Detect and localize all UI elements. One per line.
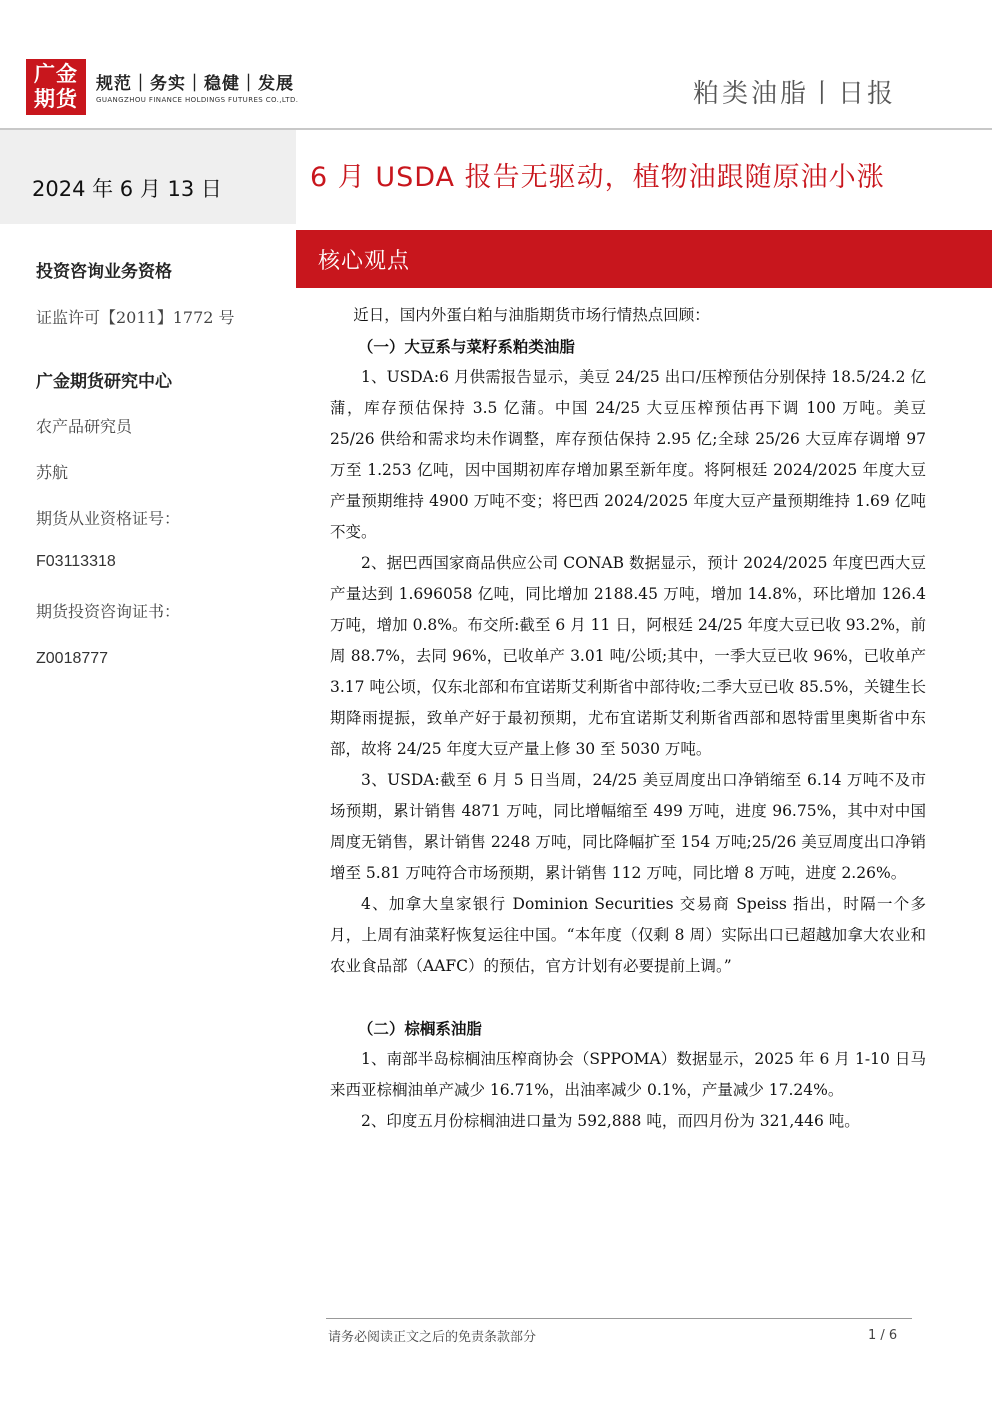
section-header [296, 230, 992, 288]
company-english-name: GUANGZHOU FINANCE HOLDINGS FUTURES CO.,LTD. [96, 96, 299, 104]
footer-divider [326, 1318, 912, 1319]
report-body [330, 300, 926, 1137]
logo-text-line2: 期货 [34, 87, 78, 111]
subsection-heading: （一）大豆系与菜籽系粕类油脂 [357, 337, 575, 356]
license-number: 证监许可【2011】1772 号 [36, 308, 235, 327]
company-slogan: 规范｜务实｜稳健｜发展 [96, 74, 294, 94]
report-date: 2024 年 6 月 13 日 [32, 177, 222, 201]
body-paragraph: 2、印度五月份棕榈油进口量为 592,888 吨，而四月份为 321,446 吨。 [361, 1112, 860, 1130]
analyst-name: 苏航 [36, 463, 69, 482]
consult-cert-number: Z0018777 [36, 650, 109, 667]
analyst-role: 农产品研究员 [36, 417, 133, 436]
report-type: 粕类油脂丨日报 [692, 79, 896, 109]
subsection-heading: （二）棕榈系油脂 [357, 1019, 482, 1038]
consult-cert-label: 期货投资咨询证书： [36, 602, 181, 621]
body-paragraph: 4、加拿大皇家银行 Dominion Securities 交易商 Speiss 指出，时隔一个多月，上周有油菜籽恢复运往中国。“本年度（仅剩 8 周）实际出口已超越加拿大农业和农业食品部（AAFC）的预估，官方计划有必要提前上调。” [330, 895, 926, 975]
section-title: 核心观点 [318, 249, 411, 274]
body-paragraph: 1、USDA:6 月供需报告显示，美豆 24/25 出口/压榨预估分别保持 18.5/24.2 亿蒲，库存预估保持 3.5 亿蒲。中国 24/25 大豆压榨预估再下调 100 万吨。美豆 25/26 供给和需求均未作调整，库存预估保持 2.95 亿;全球 25/26 大豆库存调增 97 万至 1.253 亿吨，因中国期初库存增加累至新年度。将阿根廷 2024/2025 年度大豆产量预期维持 4900 万吨不变；将巴西 2024/2025 年度大豆产量预期维持 1.69 亿吨不变。 [330, 368, 926, 541]
futures-cert-label: 期货从业资格证号： [36, 509, 181, 528]
body-paragraph: 2、据巴西国家商品供应公司 CONAB 数据显示，预计 2024/2025 年度巴西大豆产量达到 1.696058 亿吨，同比增加 2188.45 万吨，增加 14.8%，环比增加 126.4 万吨，增加 0.8%。布交所:截至 6 月 11 日，阿根廷 24/25 年度大豆已收 93.2%，前周 88.7%，去同 96%，已收单产 3.01 吨/公顷;其中，一季大豆已收 96%，已收单产 3.17 吨公顷，仅东北部和布宜诺斯艾利斯省中部待收;二季大豆已收 85.5%，关键生长期降雨提振，致单产好于最初预期，尤布宜诺斯艾利斯省西部和恩特雷里奥斯省中东部，故将 24/25 年度大豆产量上修 30 至 5030 万吨。 [330, 554, 926, 758]
report-title: 6 月 USDA 报告无驱动，植物油跟随原油小涨 [310, 162, 885, 193]
body-paragraph: 1、南部半岛棕榈油压榨商协会（SPPOMA）数据显示，2025 年 6 月 1-10 日马来西亚棕榈油单产减少 16.71%，出油率减少 0.1%，产量减少 17.24%。 [330, 1050, 926, 1099]
futures-cert-number: F03113318 [36, 553, 116, 570]
research-center-title: 广金期货研究中心 [36, 372, 172, 392]
footer-disclaimer: 请务必阅读正文之后的免责条款部分 [328, 1330, 537, 1345]
intro-paragraph: 近日，国内外蛋白粕与油脂期货市场行情热点回顾： [353, 306, 710, 324]
logo-text-line1: 广金 [34, 62, 78, 86]
page-number: 1 / 6 [868, 1328, 898, 1343]
qualification-title: 投资咨询业务资格 [36, 262, 172, 282]
body-paragraph: 3、USDA:截至 6 月 5 日当周，24/25 美豆周度出口净销缩至 6.14 万吨不及市场预期，累计销售 4871 万吨，同比增幅缩至 499 万吨，进度 96.75%，其中对中国周度无销售，累计销售 2248 万吨，同比降幅扩至 154 万吨;25/26 美豆周度出口净销增至 5.81 万吨符合市场预期，累计销售 112 万吨，同比增 8 万吨，进度 2.26%。 [330, 771, 926, 882]
company-logo [26, 59, 86, 115]
